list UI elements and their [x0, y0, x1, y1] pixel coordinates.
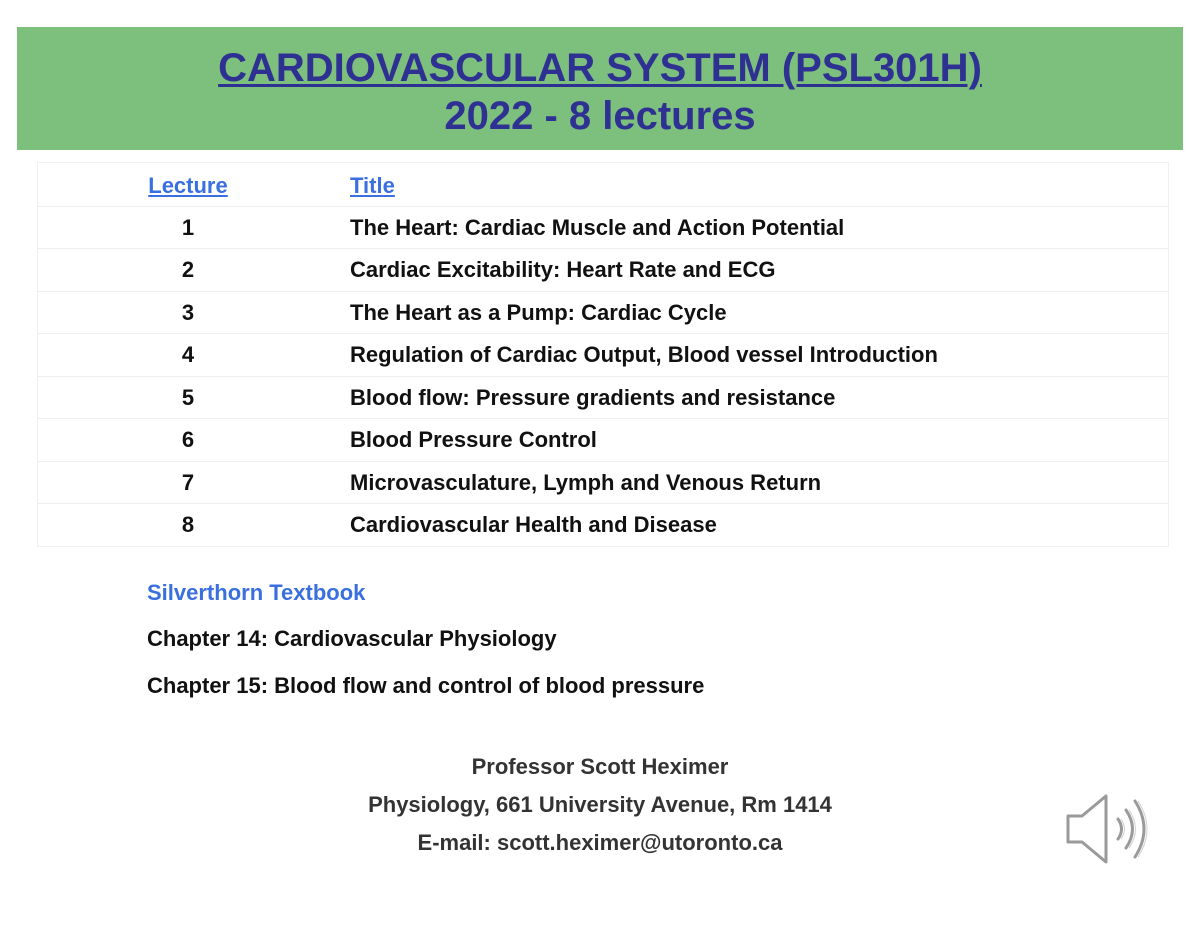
column-header-title: Title — [350, 173, 395, 198]
lecture-number: 3 — [181, 299, 195, 325]
table-row — [38, 248, 1168, 291]
table-row — [38, 503, 1168, 546]
email-address: E-mail: scott.heximer@utoronto.ca — [417, 830, 783, 855]
table-row — [38, 418, 1168, 461]
lecture-title: Microvasculature, Lymph and Venous Return — [350, 469, 822, 495]
textbook-section — [147, 578, 704, 701]
table-row — [38, 291, 1168, 334]
lecture-title: The Heart: Cardiac Muscle and Action Potential — [350, 214, 845, 240]
lecture-number: 4 — [181, 342, 195, 367]
title-banner — [17, 27, 1183, 150]
lecture-title: Blood Pressure Control — [350, 427, 597, 452]
speaker-icon[interactable] — [1062, 790, 1160, 868]
professor-name: Professor Scott Heximer — [471, 754, 729, 779]
lecture-title: Blood flow: Pressure gradients and resistance — [350, 384, 836, 410]
table-header-row — [38, 163, 1168, 206]
lecture-table — [37, 162, 1169, 547]
lecture-number: 5 — [181, 384, 195, 410]
lecture-title: Cardiovascular Health and Disease — [350, 512, 717, 537]
chapter-item: Chapter 15: Blood flow and control of blood pressure — [147, 673, 705, 698]
course-subtitle: 2022 - 8 lectures — [444, 94, 756, 138]
lecture-title: The Heart as a Pump: Cardiac Cycle — [350, 299, 727, 325]
contact-block — [0, 748, 1200, 862]
office-address: Physiology, 661 University Avenue, Rm 1414 — [368, 792, 832, 817]
lecture-title: Regulation of Cardiac Output, Blood vessel Introduction — [350, 342, 938, 367]
lecture-number: 1 — [181, 214, 195, 240]
table-row — [38, 333, 1168, 376]
lecture-number: 2 — [181, 257, 195, 282]
chapter-item: Chapter 14: Cardiovascular Physiology — [147, 626, 557, 651]
table-row — [38, 376, 1168, 419]
lecture-number: 6 — [181, 427, 195, 452]
lecture-number: 8 — [181, 512, 195, 537]
table-row — [38, 206, 1168, 249]
table-row — [38, 461, 1168, 504]
lecture-number: 7 — [181, 469, 195, 495]
textbook-heading: Silverthorn Textbook — [147, 580, 366, 605]
column-header-lecture: Lecture — [148, 173, 228, 198]
course-title: CARDIOVASCULAR SYSTEM (PSL301H) — [218, 46, 982, 90]
lecture-title: Cardiac Excitability: Heart Rate and ECG — [350, 257, 776, 282]
